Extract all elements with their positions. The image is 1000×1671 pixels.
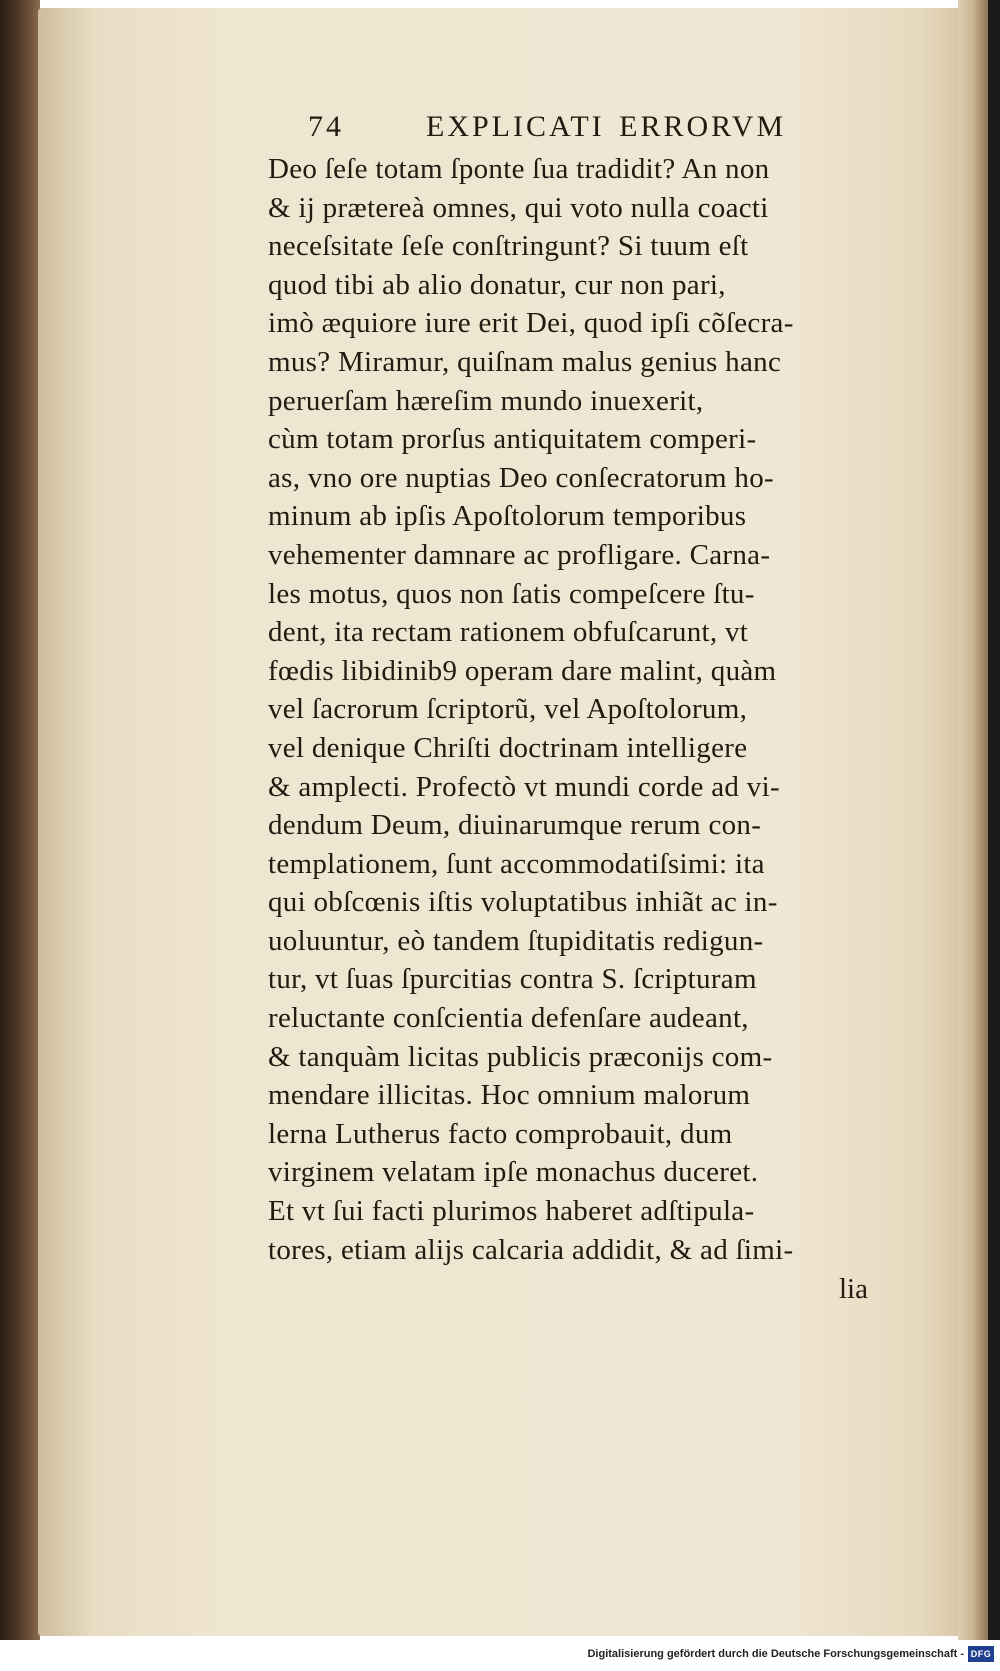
text-line: & ij prætereà omnes, qui voto nulla coacti [268,191,769,224]
text-line: Et vt ſui facti plurimos haberet adſtipula- [268,1195,755,1228]
text-line: fœdis libidinib9 operam dare malint, quàm [268,654,777,687]
text-line: uoluuntur, eò tandem ſtupiditatis redigun- [268,924,764,957]
text-line: vehementer damnare ac profligare. Carna- [268,538,771,571]
running-header-title: EXPLICATI ERRORVM [426,110,787,143]
text-line: minum ab ipſis Apoſtolorum temporibus [268,500,747,533]
text-line: mendare illicitas. Hoc omnium malorum [268,1079,751,1112]
text-line: tores, etiam alijs calcaria addidit, & ad ſimi- [268,1233,794,1266]
text-line: dendum Deum, diuinarumque rerum con- [268,809,762,842]
text-line: imò æquiore iure erit Dei, quod ipſi cõſecra- [268,307,794,340]
text-line: lerna Lutherus facto comprobauit, dum [268,1117,733,1150]
text-line: tur, vt ſuas ſpurcitias contra S. ſcripturam [268,963,757,996]
text-line: templationem, ſunt accommodatiſsimi: ita [268,847,765,880]
catchword-line [268,1269,928,1309]
text-line: as, vno ore nuptias Deo conſecratorum ho- [268,461,774,494]
book-edge-right [988,0,1000,1640]
digitization-footer [0,1640,1000,1671]
text-line: virginem velatam ipſe monachus duceret. [268,1156,759,1189]
page-number: 74 [308,110,344,143]
body-text [268,150,928,1269]
text-line: vel denique Chriſti doctrinam intelligere [268,731,748,764]
text-line: & tanquàm licitas publicis præconijs com- [268,1040,773,1073]
text-line: Deo ſeſe totam ſponte ſua tradidit? An non [268,153,770,185]
text-line: peruerſam hæreſim mundo inuexerit, [268,384,704,417]
text-line: & amplecti. Profectò vt mundi corde ad vi- [268,770,780,803]
funding-credit: Digitalisierung gefördert durch die Deutsche Forschungsgemeinschaft - [587,1648,964,1660]
text-line: les motus, quos non ſatis compeſcere ſtu- [268,577,755,610]
running-head [268,104,928,150]
dfg-logo: DFG [968,1646,994,1662]
text-line: quod tibi ab alio donatur, cur non pari, [268,268,726,301]
page-gutter [958,0,988,1640]
text-line: reluctante conſcientia defenſare audeant, [268,1002,749,1035]
text-line: dent, ita rectam rationem obfuſcarunt, vt [268,616,749,649]
text-line: neceſsitate ſeſe conſtringunt? Si tuum eſt [268,230,749,263]
text-line: qui obſcœnis iſtis voluptatibus inhiãt ac in- [268,886,778,919]
text-line: cùm totam prorſus antiquitatem comperi- [268,423,757,456]
text-line: vel ſacrorum ſcriptorũ, vel Apoſtolorum, [268,693,748,726]
book-edge-left [0,0,40,1640]
page-text-block [268,104,928,1309]
text-line: mus? Miramur, quiſnam malus genius hanc [268,345,782,378]
catchword: lia [839,1273,868,1306]
